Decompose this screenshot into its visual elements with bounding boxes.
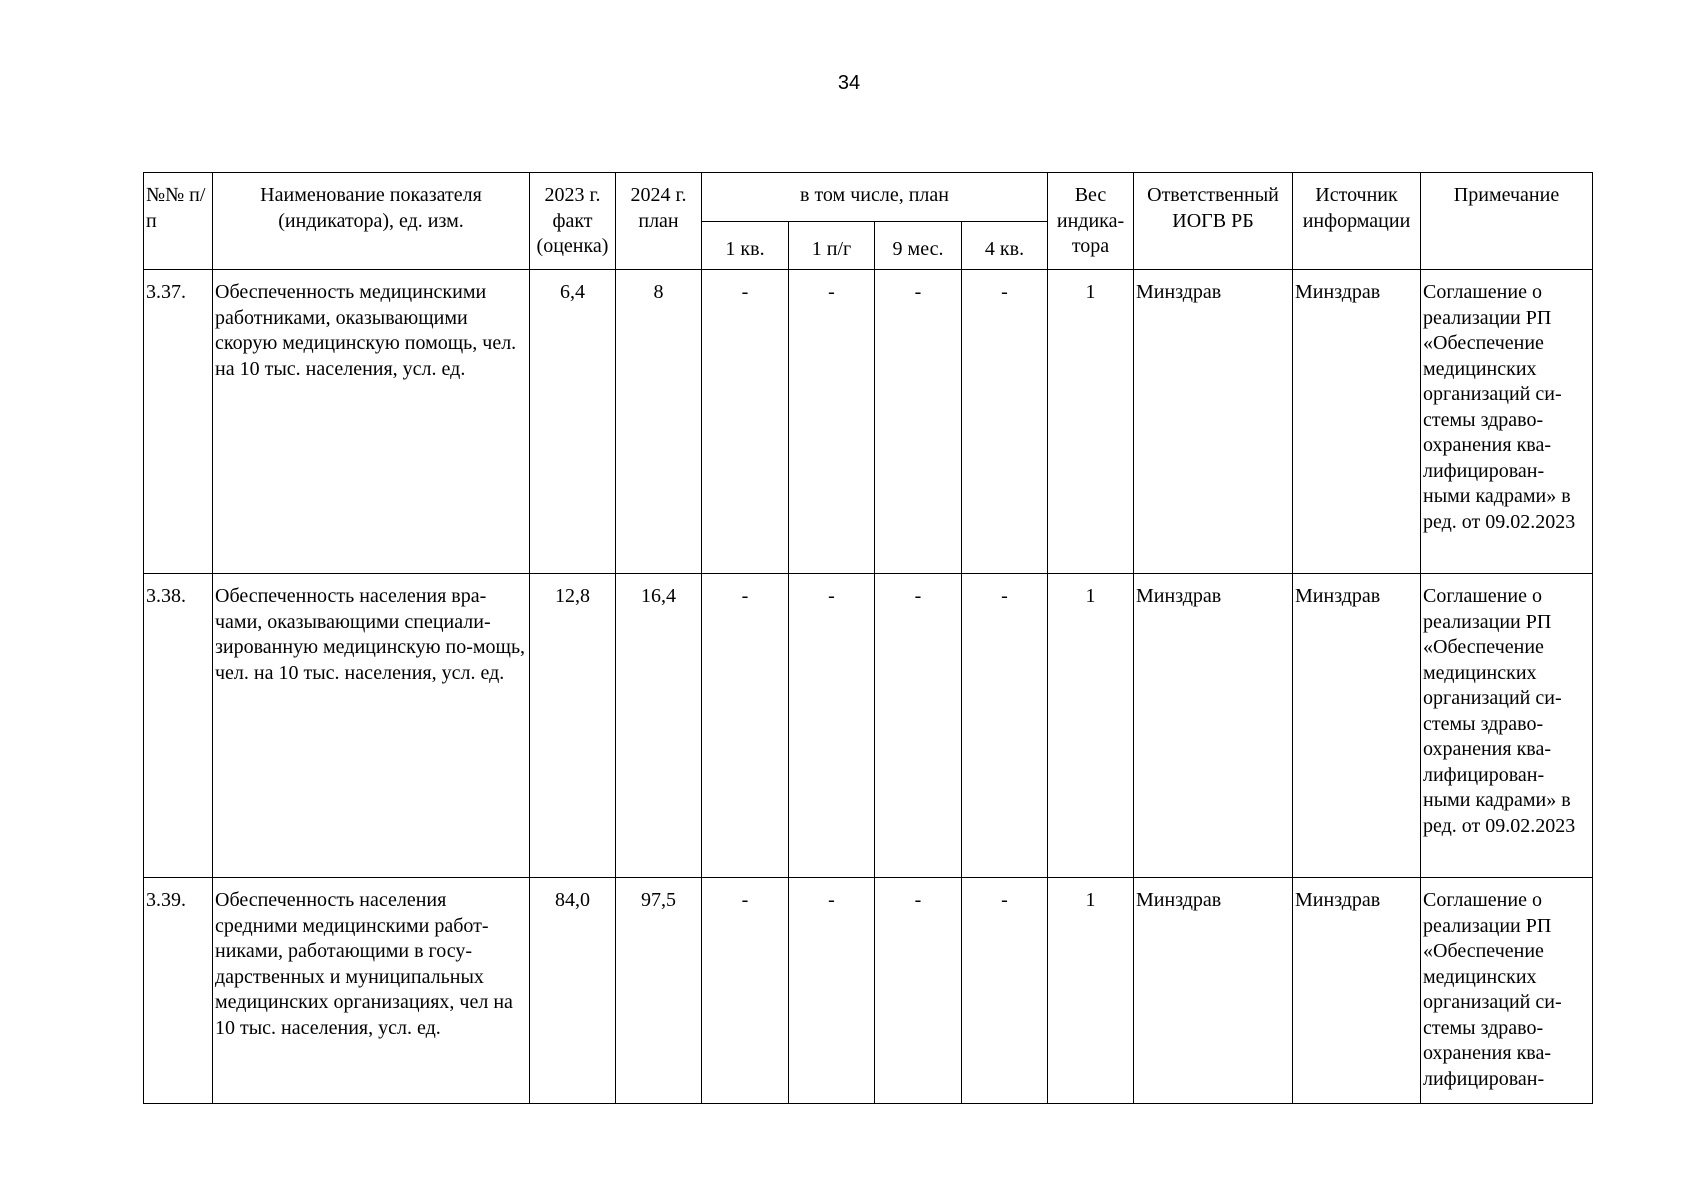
cell-source: Минздрав [1293,270,1421,574]
cell-note: Соглашение о реализации РП «Обеспечение медицинских организаций си-стемы здраво-охранения ква-лифицирован-ными кадрами» в ред. от 09.02.2023 [1421,574,1593,878]
table-row [144,574,1593,878]
cell-fact-2023: 84,0 [530,878,616,1104]
cell-plan-2024: 16,4 [616,574,702,878]
table-row [144,270,1593,574]
cell-9m: - [875,574,962,878]
header-responsible: Ответственный ИОГВ РБ [1134,173,1293,270]
cell-note: Соглашение о реализации РП «Обеспечение медицинских организаций си-стемы здраво-охранения ква-лифицирован- [1421,878,1593,1104]
cell-q4: - [962,878,1048,1104]
header-note: Примечание [1421,173,1593,270]
cell-responsible: Минздрав [1134,878,1293,1104]
header-including-plan: в том числе, план [702,173,1048,222]
cell-source: Минздрав [1293,878,1421,1104]
header-h1: 1 п/г [789,222,875,270]
cell-num: 3.38. [144,574,213,878]
header-name: Наименование показателя (индикатора), ед. изм. [213,173,530,270]
cell-weight: 1 [1048,574,1134,878]
cell-note: Соглашение о реализации РП «Обеспечение медицинских организаций си-стемы здраво-охранения ква-лифицирован-ными кадрами» в ред. от 09.02.2023 [1421,270,1593,574]
cell-responsible: Минздрав [1134,574,1293,878]
table-header-row [144,173,1593,222]
cell-h1: - [789,574,875,878]
header-fact-2023: 2023 г. факт (оценка) [530,173,616,270]
header-plan-2024: 2024 г. план [616,173,702,270]
cell-weight: 1 [1048,270,1134,574]
cell-9m: - [875,270,962,574]
page-number: 34 [837,72,861,94]
cell-fact-2023: 6,4 [530,270,616,574]
header-q4: 4 кв. [962,222,1048,270]
cell-name: Обеспеченность населения средними медицинскими работ-никами, работающими в госу-дарственных и муниципальных медицинских организациях, чел на 10 тыс. населения, усл. ед. [213,878,530,1104]
cell-plan-2024: 8 [616,270,702,574]
cell-num: 3.37. [144,270,213,574]
cell-q1: - [702,574,789,878]
header-num: №№ п/п [144,173,213,270]
cell-num: 3.39. [144,878,213,1104]
cell-fact-2023: 12,8 [530,574,616,878]
header-weight: Вес индика-тора [1048,173,1134,270]
cell-source: Минздрав [1293,574,1421,878]
cell-name: Обеспеченность населения вра-чами, оказывающими специали-зированную медицинскую по-мощь, чел. на 10 тыс. населения, усл. ед. [213,574,530,878]
table-row [144,878,1593,1104]
cell-q4: - [962,574,1048,878]
indicators-table [143,172,1593,1104]
cell-name: Обеспеченность медицинскими работниками, оказывающими скорую медицинскую помощь, чел. на 10 тыс. населения, усл. ед. [213,270,530,574]
cell-q1: - [702,878,789,1104]
header-9m: 9 мес. [875,222,962,270]
cell-q4: - [962,270,1048,574]
cell-h1: - [789,878,875,1104]
cell-h1: - [789,270,875,574]
cell-q1: - [702,270,789,574]
cell-plan-2024: 97,5 [616,878,702,1104]
cell-weight: 1 [1048,878,1134,1104]
cell-9m: - [875,878,962,1104]
header-source: Источник информации [1293,173,1421,270]
header-q1: 1 кв. [702,222,789,270]
cell-responsible: Минздрав [1134,270,1293,574]
